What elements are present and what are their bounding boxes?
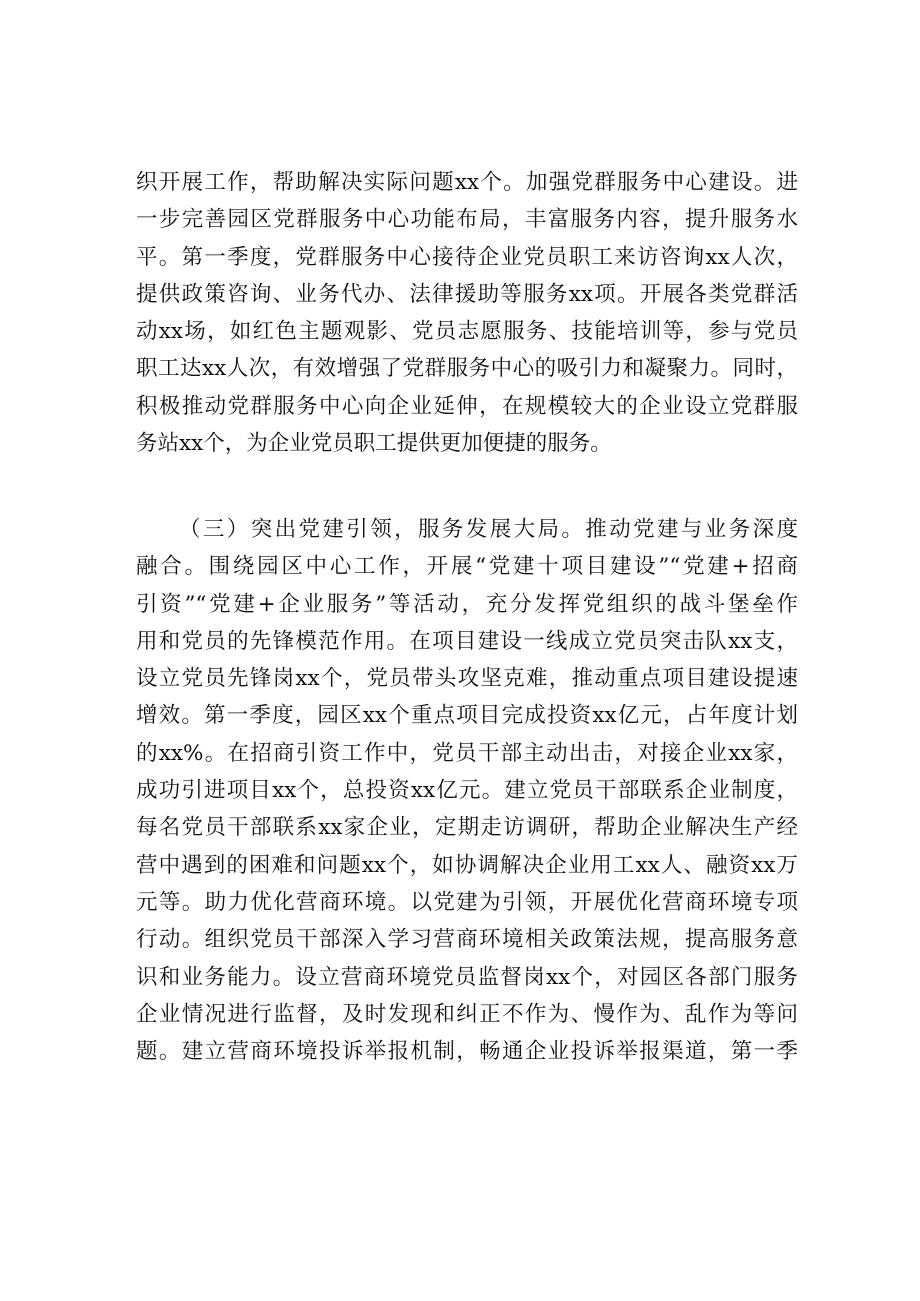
text-line: 每名党员干部联系xx家企业，定期走访调研，帮助企业解决生产经 bbox=[136, 815, 798, 841]
text-line: 的xx%。在招商引资工作中，党员干部主动出击，对接企业xx家， bbox=[136, 740, 798, 766]
text-line: 元等。助力优化营商环境。以党建为引领，开展优化营商环境专项 bbox=[136, 889, 798, 915]
text-line: 增效。第一季度，园区xx个重点项目完成投资xx亿元，占年度计划 bbox=[136, 703, 798, 729]
text-line: 营中遇到的困难和问题xx个，如协调解决企业用工xx人、融资xx万 bbox=[136, 852, 798, 878]
text-line: 职工达xx人次，有效增强了党群服务中心的吸引力和凝聚力。同时， bbox=[136, 356, 798, 382]
text-line: 行动。组织党员干部深入学习营商环境相关政策法规，提高服务意 bbox=[136, 927, 798, 953]
text-line: 企业情况进行监督，及时发现和纠正不作为、慢作为、乱作为等问 bbox=[136, 1001, 798, 1027]
paragraph-section-three bbox=[136, 511, 798, 1070]
text-line: 成功引进项目xx个，总投资xx亿元。建立党员干部联系企业制度， bbox=[136, 778, 798, 804]
paragraph-party-service-center bbox=[136, 164, 798, 462]
text-line: 织开展工作，帮助解决实际问题xx个。加强党群服务中心建设。进 bbox=[136, 170, 798, 195]
text-line: 设立党员先锋岗xx个，党员带头攻坚克难，推动重点项目建设提速 bbox=[136, 666, 798, 692]
text-line: 引资”“党建+企业服务”等活动，充分发挥党组织的战斗堡垒作 bbox=[136, 591, 798, 617]
text-line: 用和党员的先锋模范作用。在项目建设一线成立党员突击队xx支， bbox=[136, 628, 798, 654]
text-line: 务站xx个，为企业党员职工提供更加便捷的服务。 bbox=[136, 431, 612, 457]
text-line: 一步完善园区党群服务中心功能布局，丰富服务内容，提升服务水 bbox=[136, 207, 798, 233]
text-line: 识和业务能力。设立营商环境党员监督岗xx个，对园区各部门服务 bbox=[136, 964, 798, 990]
text-line: 题。建立营商环境投诉举报机制，畅通企业投诉举报渠道，第一季 bbox=[136, 1039, 798, 1065]
text-line: 融合。围绕园区中心工作，开展“党建十项目建设”“党建+招商 bbox=[136, 554, 798, 580]
section-heading-line: （三）突出党建引领，服务发展大局。推动党建与业务深度 bbox=[179, 517, 798, 542]
text-line: 平。第一季度，党群服务中心接待企业党员职工来访咨询xx人次， bbox=[136, 244, 798, 270]
text-line: 提供政策咨询、业务代办、法律援助等服务xx项。开展各类党群活 bbox=[136, 281, 798, 307]
text-line: 动xx场，如红色主题观影、党员志愿服务、技能培训等，参与党员 bbox=[136, 319, 798, 345]
text-line: 积极推动党群服务中心向企业延伸，在规模较大的企业设立党群服 bbox=[136, 393, 798, 419]
